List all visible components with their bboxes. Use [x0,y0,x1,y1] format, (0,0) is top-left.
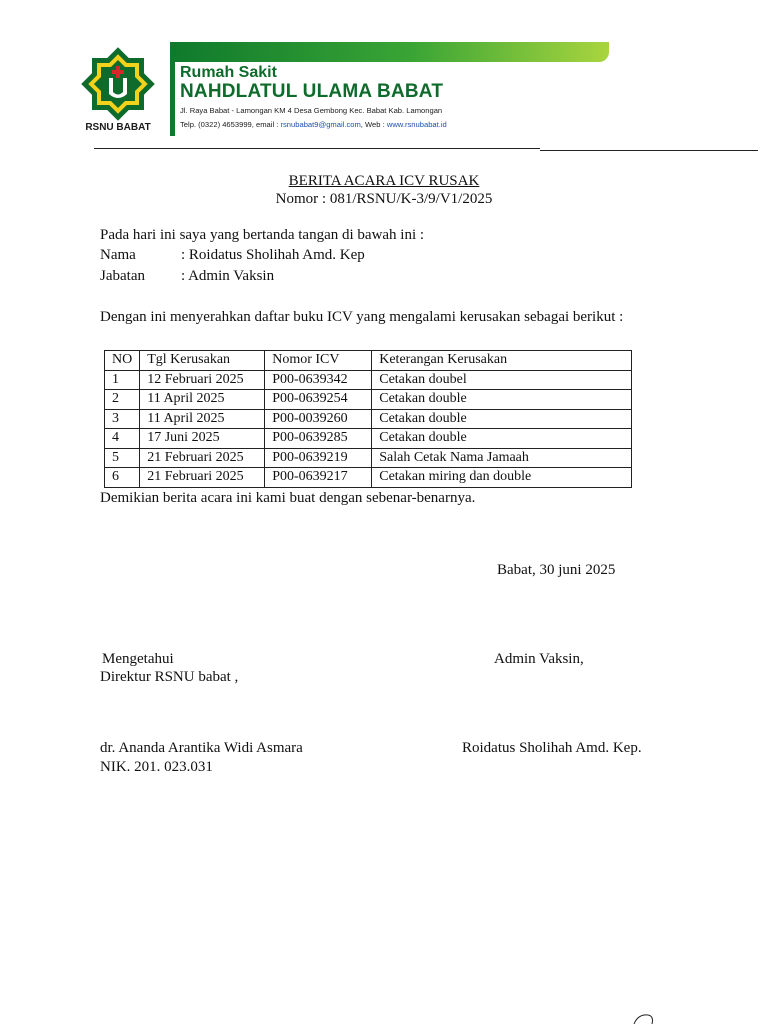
document-title: BERITA ACARA ICV RUSAK [288,173,480,189]
place-date: Babat, 30 juni 2025 [497,562,616,578]
logo-label: RSNU BABAT [85,122,151,133]
table-cell: Cetakan double [372,390,632,410]
table-cell: 5 [105,448,140,468]
damage-table [104,350,632,488]
table-cell: Cetakan double [372,409,632,429]
pen-stroke-mark [632,1012,662,1024]
table-cell: Cetakan doubel [372,370,632,390]
letterhead [60,40,626,138]
header-divider-right [540,150,758,151]
table-row [105,468,632,488]
column-header: Nomor ICV [265,351,372,371]
column-header: Keterangan Kerusakan [372,351,632,371]
table-cell: 17 Juni 2025 [140,429,265,449]
table-cell: Salah Cetak Nama Jamaah [372,448,632,468]
table-cell: 11 April 2025 [140,390,265,410]
contact-web-prefix: , Web : [360,120,385,129]
header-divider [94,148,540,149]
director-label: Direktur RSNU babat , [100,669,239,685]
table-cell: P00-0639217 [265,468,372,488]
director-id: NIK. 201. 023.031 [100,759,213,775]
table-row [105,370,632,390]
table-row [105,390,632,410]
admin-label: Admin Vaksin, [494,651,584,667]
contact-email: rsnubabat9@gmail.com [280,120,361,129]
acknowledged-label: Mengetahui [102,651,174,667]
statement-text: Dengan ini menyerahkan daftar buku ICV yang mengalami kerusakan sebagai berikut : [100,309,624,325]
table-cell: 4 [105,429,140,449]
director-name: dr. Ananda Arantika Widi Asmara [100,740,303,756]
table-cell: 11 April 2025 [140,409,265,429]
table-cell: 21 Februari 2025 [140,448,265,468]
table-cell: 21 Februari 2025 [140,468,265,488]
table-cell: 2 [105,390,140,410]
table-cell: P00-0639285 [265,429,372,449]
table-cell: Cetakan double [372,429,632,449]
column-header: NO [105,351,140,371]
table-cell: P00-0639342 [265,370,372,390]
table-header-row [105,351,632,371]
position-label: Jabatan [100,268,145,284]
name-value: : Roidatus Sholihah Amd. Kep [181,247,365,263]
header-green-banner [173,42,609,62]
intro-text: Pada hari ini saya yang bertanda tangan di bawah ini : [100,227,425,243]
table-cell: P00-0639219 [265,448,372,468]
table-row [105,409,632,429]
hospital-contact [180,120,447,129]
table-cell: Cetakan miring dan double [372,468,632,488]
table-cell: P00-0639254 [265,390,372,410]
table-row [105,429,632,449]
table-cell: P00-0039260 [265,409,372,429]
table-cell: 1 [105,370,140,390]
closing-text: Demikian berita acara ini kami buat dengan sebenar-benarnya. [100,490,476,506]
table-cell: 12 Februari 2025 [140,370,265,390]
table-row [105,448,632,468]
document-number: Nomor : 081/RSNU/K-3/9/V1/2025 [275,191,493,207]
table-cell: 6 [105,468,140,488]
contact-phone: Telp. (0322) 4653999, email : [180,120,279,129]
column-header: Tgl Kerusakan [140,351,265,371]
hospital-name-line1: Rumah Sakit [180,64,277,81]
contact-website: www.rsnubabat.id [386,120,447,129]
position-value: : Admin Vaksin [181,268,275,284]
name-label: Nama [100,247,136,263]
hospital-address: Jl. Raya Babat - Lamongan KM 4 Desa Gembong Kec. Babat Kab. Lamongan [180,106,443,115]
hospital-name-line2: NAHDLATUL ULAMA BABAT [180,81,444,102]
admin-name: Roidatus Sholihah Amd. Kep. [462,740,642,756]
table-cell: 3 [105,409,140,429]
hospital-logo-icon [78,44,158,124]
